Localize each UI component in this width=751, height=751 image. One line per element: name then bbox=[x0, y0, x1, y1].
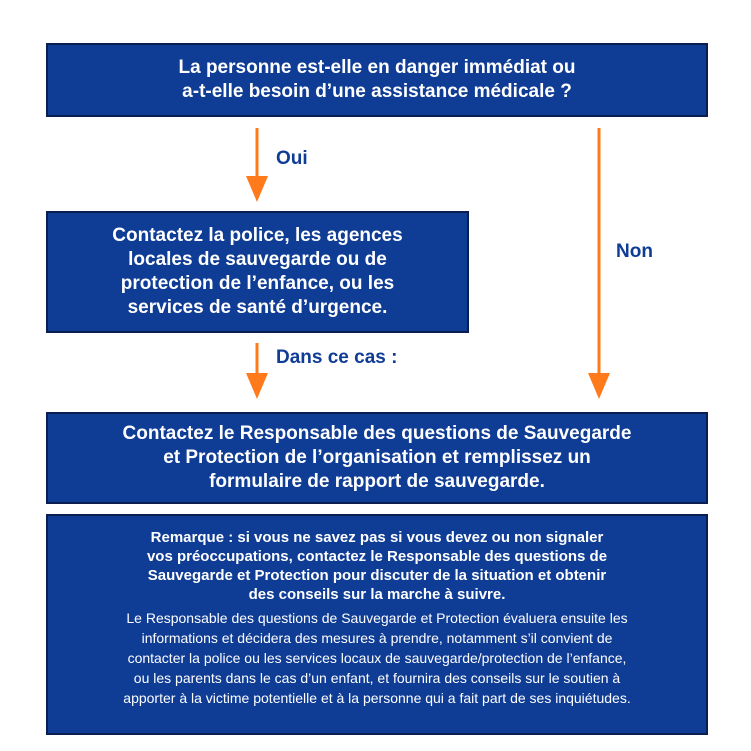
note-remark bbox=[147, 528, 607, 604]
note-normal-line: informations et décidera des mesures à prendre, notamment s’il convient de bbox=[141, 630, 613, 646]
label-oui: Oui bbox=[276, 148, 308, 169]
note-normal-line: Le Responsable des questions de Sauvegarde et Protection évaluera ensuite les bbox=[126, 610, 628, 626]
contact-responsible-text bbox=[123, 422, 632, 494]
arrowhead-non bbox=[588, 373, 610, 399]
note-normal-line: apporter à la victime potentielle et à la personne qui a fait part de ses inquiétudes. bbox=[123, 690, 631, 706]
contact-authorities-line: locales de sauvegarde ou de bbox=[128, 249, 387, 270]
note-bold-line: vos préoccupations, contactez le Responsable des questions de bbox=[146, 548, 608, 565]
contact-authorities-line: Contactez la police, les agences bbox=[112, 225, 403, 246]
arrow-oui bbox=[246, 128, 268, 202]
arrowhead-oui bbox=[246, 176, 268, 202]
arrowhead-dans-ce-cas bbox=[246, 373, 268, 399]
contact-responsible-box bbox=[46, 412, 708, 504]
question-box bbox=[46, 43, 708, 117]
contact-authorities-line: protection de l’enfance, ou les bbox=[120, 273, 395, 294]
note-normal-line: contacter la police ou les services locaux de sauvegarde/protection de l’enfance, bbox=[127, 650, 627, 666]
note-box bbox=[46, 514, 708, 735]
label-dans-ce-cas: Dans ce cas : bbox=[276, 347, 398, 368]
contact-authorities-line: services de santé d’urgence. bbox=[127, 297, 388, 318]
note-normal-line: ou les parents dans le cas d’un enfant, et fournira des conseils sur le soutien à bbox=[133, 670, 621, 686]
note-bold-line: des conseils sur la marche à suivre. bbox=[248, 586, 506, 603]
contact-authorities-text bbox=[112, 224, 402, 320]
label-non: Non bbox=[616, 241, 653, 262]
question-line: a-t-elle besoin d’une assistance médicale ? bbox=[182, 81, 572, 102]
question-text bbox=[179, 56, 576, 104]
contact-responsible-line: formulaire de rapport de sauvegarde. bbox=[209, 471, 545, 492]
contact-authorities-box bbox=[46, 211, 469, 333]
arrow-non bbox=[588, 128, 610, 399]
note-details bbox=[123, 608, 630, 708]
question-line: La personne est-elle en danger immédiat ou bbox=[178, 57, 576, 78]
arrow-dans-ce-cas bbox=[246, 343, 268, 399]
note-bold-line: Sauvegarde et Protection pour discuter de la situation et obtenir bbox=[147, 567, 607, 584]
contact-responsible-line: Contactez le Responsable des questions de Sauvegarde bbox=[122, 423, 632, 444]
contact-responsible-line: et Protection de l’organisation et remplissez un bbox=[163, 447, 591, 468]
note-bold-line: Remarque : si vous ne savez pas si vous devez ou non signaler bbox=[150, 529, 604, 546]
